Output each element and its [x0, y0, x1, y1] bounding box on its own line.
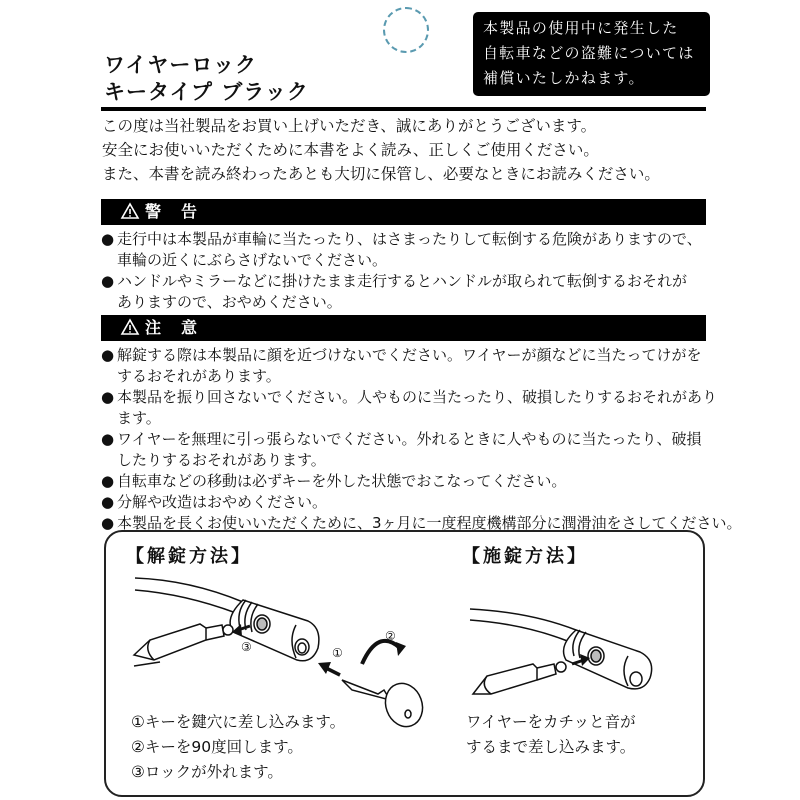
caution-heading-char: 意 — [181, 318, 200, 337]
warning-heading-char: 警 — [145, 202, 164, 221]
item-line: ハンドルやミラーなどに掛けたまま走行するとハンドルが取られて転倒するおそれが — [117, 272, 688, 290]
caution-heading-char: 注 — [145, 318, 164, 337]
bullet-icon: ● — [101, 514, 115, 532]
item-line: ます。 — [117, 409, 161, 427]
item-line: したりするおそれがあります。 — [117, 451, 326, 469]
warning-heading-char: 告 — [181, 202, 200, 221]
lock-method-title: 【施錠方法】 — [462, 546, 588, 567]
bullet-icon: ● — [101, 346, 115, 364]
item-line: 分解や改造はおやめください。 — [117, 493, 328, 511]
item-line: ありますので、おやめください。 — [117, 293, 342, 311]
step-line: ワイヤーをカチッと音が — [466, 713, 636, 731]
bullet-icon: ● — [101, 230, 115, 248]
step-1-marker: ① — [332, 646, 343, 660]
notice-line: 本製品の使用中に発生した — [483, 19, 679, 37]
item-line: 本製品を振り回さないでください。人やものに当たったり、破損したりするおそれがあり — [117, 388, 718, 406]
step-line: ③ロックが外れます。 — [131, 763, 283, 781]
intro-line: 安全にお使いいただくために本書をよく読み、正しくご使用ください。 — [102, 141, 599, 159]
bullet-icon: ● — [101, 430, 115, 448]
item-line: 解錠する際は本製品に顔を近づけないでください。ワイヤーが顔などに当たってけがを — [117, 346, 702, 364]
title-line-2: キータイプ ブラック — [104, 80, 309, 104]
bullet-icon: ● — [101, 472, 115, 490]
notice-line: 自転車などの盗難については — [483, 44, 695, 62]
step-2-marker: ② — [385, 629, 396, 643]
step-3-marker: ③ — [241, 640, 252, 654]
lock-steps — [466, 710, 636, 760]
bullet-icon: ● — [101, 493, 115, 511]
step-line: ①キーを鍵穴に差し込みます。 — [131, 713, 346, 731]
unlock-method-title: 【解錠方法】 — [126, 546, 252, 567]
bullet-icon: ● — [101, 272, 115, 290]
intro-line: この度は当社製品をお買い上げいただき、誠にありがとうございます。 — [102, 117, 597, 135]
title-line-1: ワイヤーロック — [104, 53, 257, 77]
item-line: するおそれがあります。 — [117, 367, 281, 385]
unlock-steps — [131, 710, 345, 785]
item-line: 走行中は本製品が車輪に当たったり、はさまったりして転倒する危険がありますので、 — [117, 230, 702, 248]
step-line: するまで差し込みます。 — [466, 738, 636, 756]
item-line: 自転車などの移動は必ずキーを外した状態でおこなってください。 — [117, 472, 567, 490]
notice-line: 補償いたしかねます。 — [483, 69, 645, 87]
item-line: ワイヤーを無理に引っ張らないでください。外れるときに人やものに当たったり、破損 — [117, 430, 702, 448]
item-line: 本製品を長くお使いいただくために、3ヶ月に一度程度機構部分に潤滑油をさしてください。 — [117, 514, 742, 532]
step-line: ②キーを90度回します。 — [131, 738, 303, 756]
intro-line: また、本書を読み終わったあとも大切に保管し、必要なときにお読みください。 — [102, 165, 660, 183]
item-line: 車輪の近くにぶらさげないでください。 — [117, 251, 388, 269]
bullet-icon: ● — [101, 388, 115, 406]
